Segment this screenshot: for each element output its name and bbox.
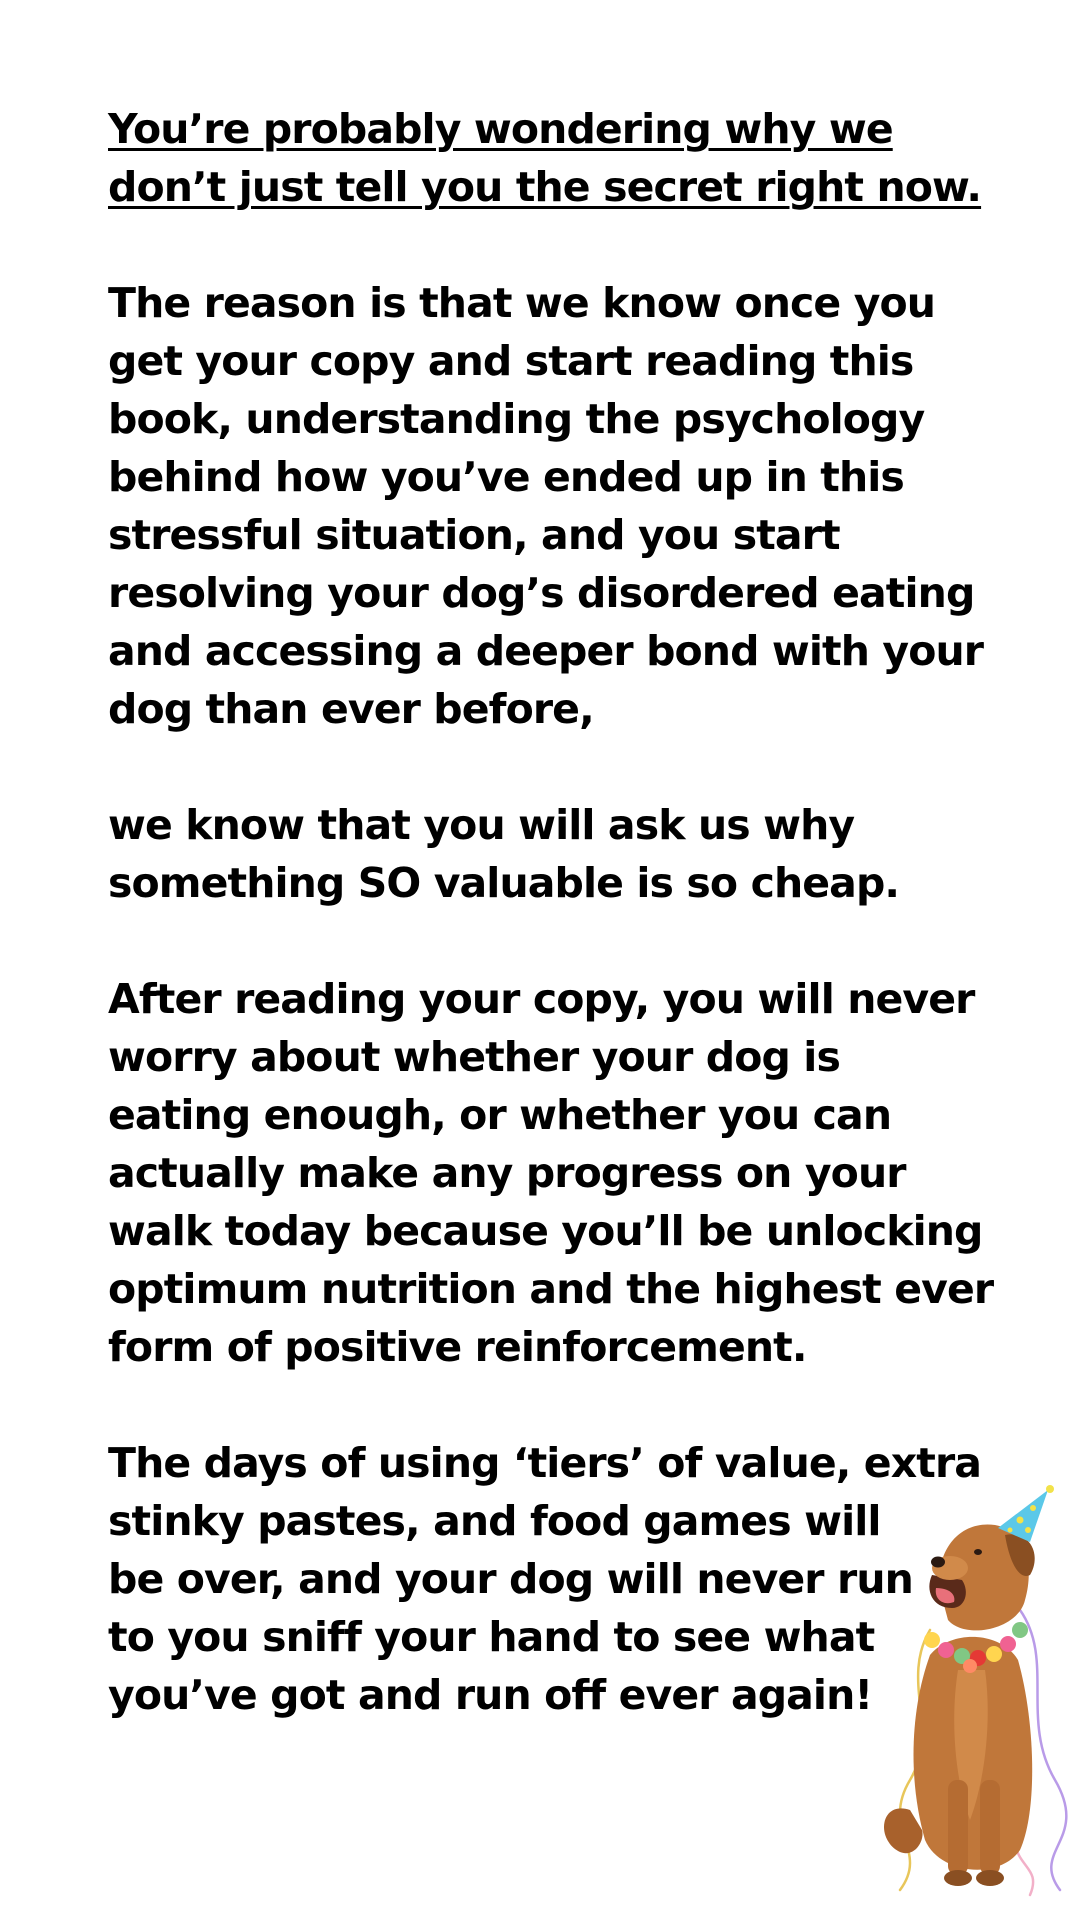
- text-line: The days of using ‘tiers’ of value, extra: [108, 1439, 982, 1487]
- text-line: worry about whether your dog is: [108, 1033, 840, 1081]
- text-line: something SO valuable is so cheap.: [108, 859, 900, 907]
- text-line: you’ve got and run off ever again!: [108, 1671, 873, 1719]
- heading-line: You’re probably wondering why we: [108, 105, 893, 153]
- text-line: After reading your copy, you will never: [108, 975, 975, 1023]
- text-line: optimum nutrition and the highest ever: [108, 1265, 994, 1313]
- text-line: actually make any progress on your: [108, 1149, 906, 1197]
- paragraph-reason: [108, 274, 1008, 738]
- party-dog-illustration: [870, 1480, 1070, 1900]
- text-line: be over, and your dog will never run: [108, 1555, 913, 1603]
- text-line: get your copy and start reading this: [108, 337, 914, 385]
- text-line: book, understanding the psychology: [108, 395, 925, 443]
- text-line: dog than ever before,: [108, 685, 594, 733]
- paragraph-benefits: [108, 970, 1008, 1376]
- text-line: stressful situation, and you start: [108, 511, 840, 559]
- dog-paw-right: [976, 1870, 1004, 1886]
- text-line: walk today because you’ll be unlocking: [108, 1207, 983, 1255]
- dog-paw-left: [944, 1870, 972, 1886]
- page-heading: [108, 100, 1008, 216]
- text-line: stinky pastes, and food games will: [108, 1497, 881, 1545]
- paragraph-cheap: [108, 796, 1008, 912]
- text-line: resolving your dog’s disordered eating: [108, 569, 975, 617]
- text-line: we know that you will ask us why: [108, 801, 855, 849]
- dog-nose: [931, 1557, 945, 1568]
- text-line: eating enough, or whether you can: [108, 1091, 892, 1139]
- dog-eye: [974, 1549, 982, 1555]
- dog-front-leg-right: [980, 1780, 1000, 1875]
- text-line: and accessing a deeper bond with your: [108, 627, 984, 675]
- text-line: behind how you’ve ended up in this: [108, 453, 904, 501]
- heading-line: don’t just tell you the secret right now.: [108, 163, 982, 211]
- dog-tail: [884, 1808, 923, 1853]
- text-line: to you sniff your hand to see what: [108, 1613, 875, 1661]
- dog-front-leg-left: [948, 1780, 968, 1875]
- text-line: form of positive reinforcement.: [108, 1323, 807, 1371]
- text-line: The reason is that we know once you: [108, 279, 936, 327]
